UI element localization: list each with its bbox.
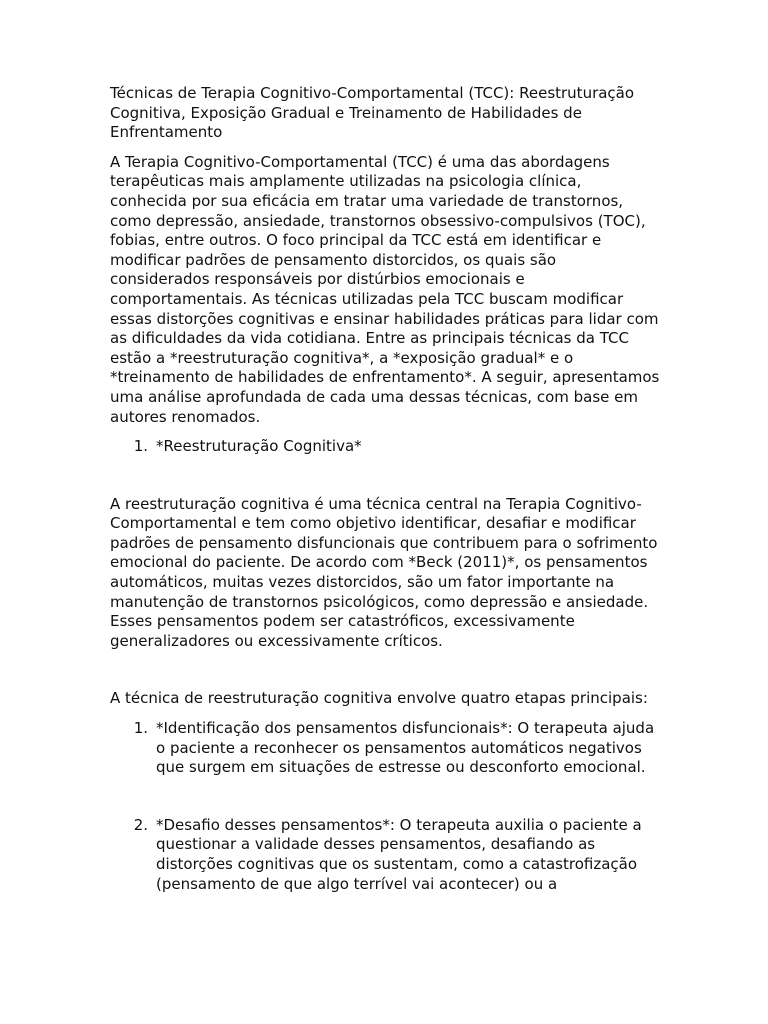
spacer [110,709,660,719]
list-item-number: 2. [133,815,148,834]
intro-paragraph: A Terapia Cognitivo-Comportamental (TCC) é uma das abordagens terapêuticas mais amplamente utilizadas na psicologia clínica, conhecida por sua eficácia em tratar uma variedade de transtornos, como depressão, ansiedade, transtornos obsessivo-compulsivos (TOC), fobias, entre outros. O foco principal da TCC está em identificar e modificar padrões de pensamento distorcidos, os quais são considerados responsáveis por distúrbios emocionais e comportamentais. As técnicas utilizadas pela TCC buscam modificar essas distorções cognitivas e ensinar habilidades práticas para lidar com as dificuldades da vida cotidiana. Entre as principais técnicas da TCC estão a *reestruturação cognitiva*, a *exposição gradual* e o *treinamento de habilidades de enfrentamento*. A seguir, apresentamos uma análise aprofundada de cada uma dessas técnicas, com base em autores renomados. [110,152,660,426]
document-page [110,84,660,894]
list-item [110,816,660,894]
spacer [110,778,660,816]
list-item [110,719,660,778]
section-heading-1 [110,437,660,457]
document-title: Técnicas de Terapia Cognitivo-Comportamental (TCC): Reestruturação Cognitiva, Exposição Gradual e Treinamento de Habilidades de Enfrentamento [110,84,635,142]
list-item-text: *Desafio desses pensamentos*: O terapeuta auxilia o paciente a questionar a validade desses pensamentos, desafiando as distorções cognitivas que os sustentam, como a catastrofização (pensamento de que algo terrível vai acontecer) ou a [156,815,642,893]
list-item-number: 1. [133,719,148,738]
spacer [110,651,660,689]
list-item-text: *Identificação dos pensamentos disfuncionais*: O terapeuta ajuda o paciente a reconhecer os pensamentos automáticos negativos que surgem em situações de estresse ou desconforto emocional. [156,719,655,777]
section-number: 1. [133,437,148,456]
paragraph-etapas: A técnica de reestruturação cognitiva envolve quatro etapas principais: [110,689,648,708]
spacer [110,457,660,495]
section-heading-text: *Reestruturação Cognitiva* [156,437,362,456]
paragraph-reestruturacao: A reestruturação cognitiva é uma técnica central na Terapia Cognitivo-Comportamental e tem como objetivo identificar, desafiar e modificar padrões de pensamento disfuncionais que contribuem para o sofrimento emocional do paciente. De acordo com *Beck (2011)*, os pensamentos automáticos, muitas vezes distorcidos, são um fator importante na manutenção de transtornos psicológicos, como depressão e ansiedade. Esses pensamentos podem ser catastróficos, excessivamente generalizadores ou excessivamente críticos. [110,494,658,650]
